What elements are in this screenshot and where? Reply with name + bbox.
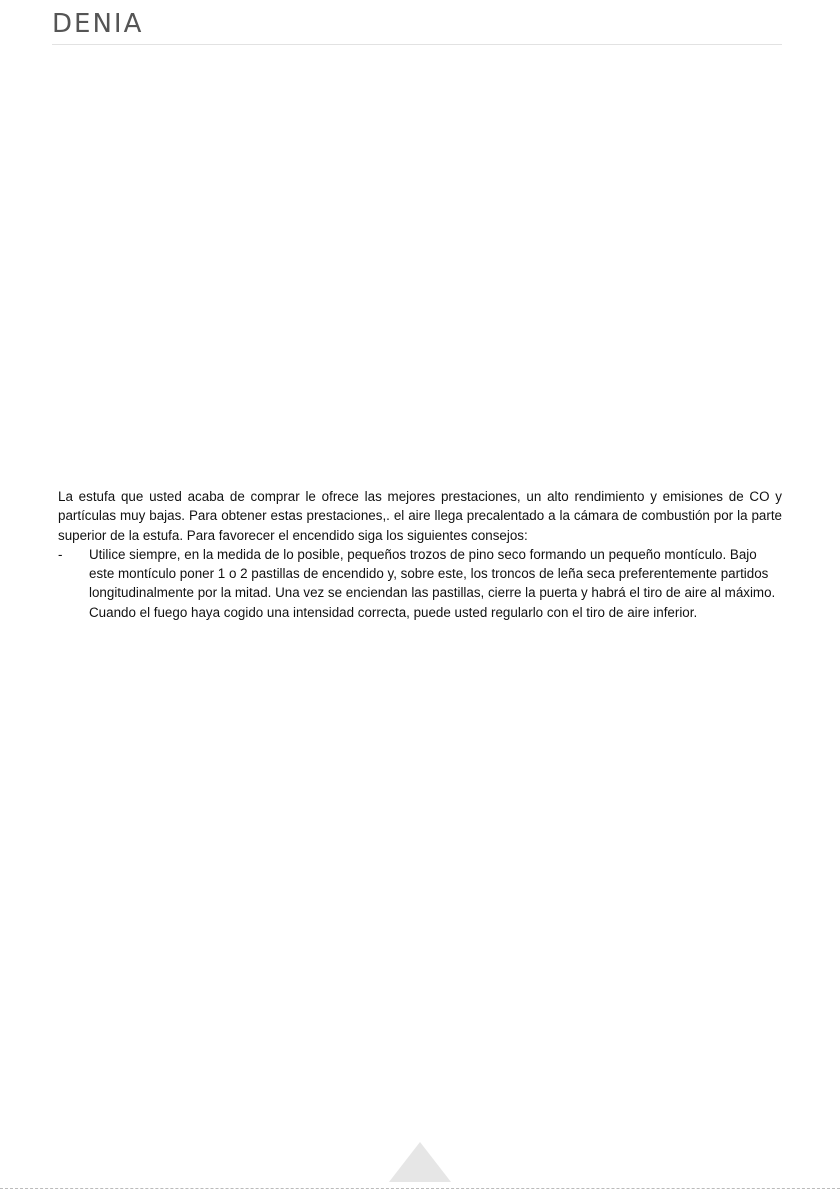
tip-followup: Cuando el fuego haya cogido una intensidad correcta, puede usted regularlo con el tiro de aire inferior. — [89, 604, 698, 620]
header-divider — [52, 44, 782, 45]
brand-logo: DENIA — [52, 9, 144, 39]
footer-divider — [0, 1188, 840, 1189]
tips-list — [58, 545, 782, 622]
page-triangle-marker — [389, 1142, 451, 1182]
list-bullet: - — [58, 546, 63, 562]
instructions-section — [58, 487, 782, 622]
intro-paragraph: La estufa que usted acaba de comprar le ofrece las mejores prestaciones, un alto rendimiento y emisiones de CO y partículas muy bajas. Para obtener estas prestaciones,. el aire llega precalentado a la cámara de combustión por la parte superior de la estufa. Para favorecer el encendido siga los siguientes consejos: — [58, 489, 782, 543]
tip-text: Utilice siempre, en la medida de lo posible, pequeños trozos de pino seco formando un pequeño montículo. Bajo este montículo poner 1 o 2 pastillas de encendido y, sobre este, los troncos de leña seca preferentemente partidos longitudinalmente por la mitad. Una vez se enciendan las pastillas, cierre la puerta y habrá el tiro de aire al máximo. — [89, 546, 776, 601]
tip-body — [89, 545, 782, 622]
list-item — [58, 545, 782, 622]
